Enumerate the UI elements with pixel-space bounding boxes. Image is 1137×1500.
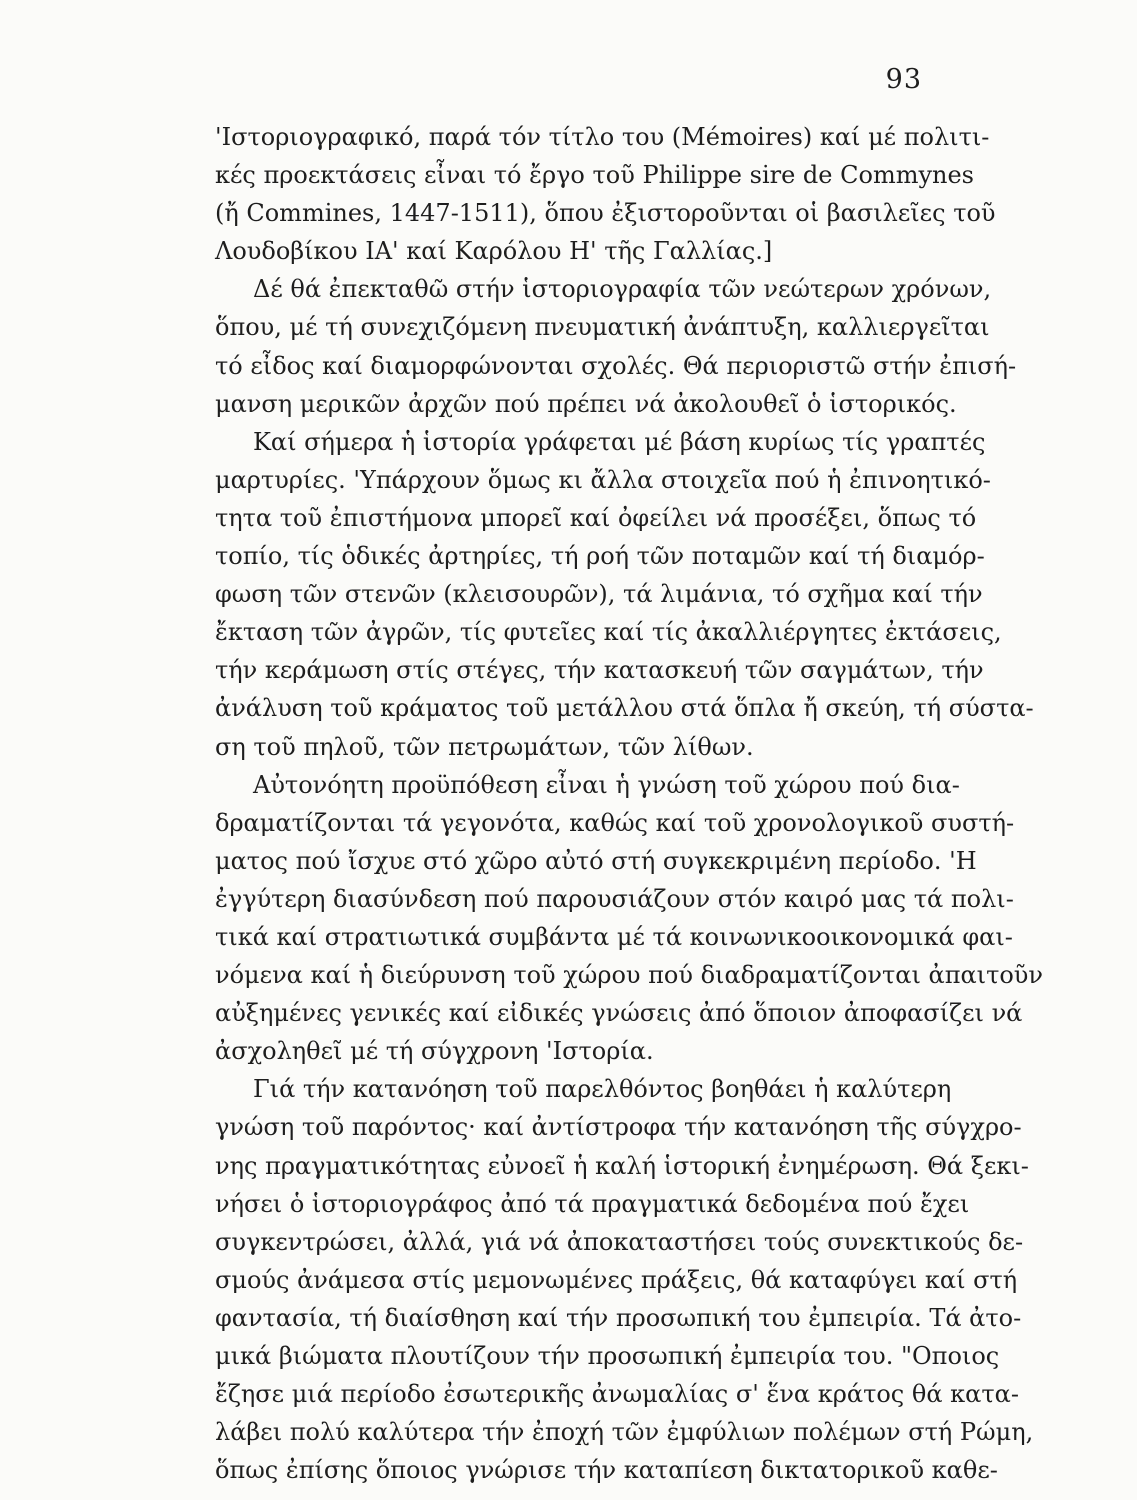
text-line: νόμενα καί ἡ διεύρυνση τοῦ χώρου πού διαδραματίζονται ἀπαιτοῦν (215, 961, 1043, 990)
text-line: ἔζησε μιά περίοδο ἐσωτερικῆς ἀνωμαλίας σ' ἕνα κράτος θά κατα- (215, 1380, 1019, 1409)
text-line: ὅπου, μέ τή συνεχιζόμενη πνευματική ἀνάπτυξη, καλλιεργεῖται (215, 313, 990, 342)
text-line: μαρτυρίες. 'Υπάρχουν ὅμως κι ἄλλα στοιχεῖα πού ἡ ἐπινοητικό- (215, 465, 991, 494)
text-line: νήσει ὁ ἱστοριογράφος ἀπό τά πραγματικά δεδομένα πού ἔχει (215, 1189, 970, 1218)
text-line: ση τοῦ πηλοῦ, τῶν πετρωμάτων, τῶν λίθων. (215, 732, 754, 761)
text-line: Γιά τήν κατανόηση τοῦ παρελθόντος βοηθάει ἡ καλύτερη (253, 1075, 952, 1104)
text-line: τικά καί στρατιωτικά συμβάντα μέ τά κοινωνικοοικονομικά φαι- (215, 922, 1013, 951)
text-line: δραματίζονται τά γεγονότα, καθώς καί τοῦ χρονολογικοῦ συστή- (215, 808, 1015, 837)
text-line: φωση τῶν στενῶν (κλεισουρῶν), τά λιμάνια, τό σχῆμα καί τήν (215, 580, 983, 609)
text-line: ματος πού ἴσχυε στό χῶρο αὐτό στή συγκεκριμένη περίοδο. 'Η (215, 846, 977, 875)
text-line: Αὐτονόητη προϋπόθεση εἶναι ἡ γνώση τοῦ χώρου πού δια- (253, 770, 960, 799)
text-line: γνώση τοῦ παρόντος· καί ἀντίστροφα τήν κατανόηση τῆς σύγχρο- (215, 1113, 1022, 1142)
text-line: τητα τοῦ ἐπιστήμονα μπορεῖ καί ὀφείλει νά προσέξει, ὅπως τό (215, 503, 977, 532)
text-line: φαντασία, τή διαίσθηση καί τήν προσωπική του ἐμπειρία. Τά ἀτο- (215, 1303, 1022, 1332)
text-line: τό εἶδος καί διαμορφώνονται σχολές. Θά περιοριστῶ στήν ἐπισή- (215, 351, 1017, 380)
text-line: συγκεντρώσει, ἀλλά, γιά νά ἀποκαταστήσει τούς συνεκτικούς δε- (215, 1227, 1024, 1256)
text-line: ἀσχοληθεῖ μέ τή σύγχρονη 'Ιστορία. (215, 1037, 654, 1066)
text-line: ὅπως ἐπίσης ὅποιος γνώρισε τήν καταπίεση δικτατορικοῦ καθε- (215, 1456, 998, 1485)
text-line: ἔκταση τῶν ἀγρῶν, τίς φυτεῖες καί τίς ἀκαλλιέργητες ἐκτάσεις, (215, 618, 1002, 647)
text-line: λάβει πολύ καλύτερα τήν ἐποχή τῶν ἐμφύλιων πολέμων στή Ρώμη, (215, 1418, 1034, 1447)
text-line: (ἤ Commines, 1447-1511), ὅπου ἐξιστοροῦνται οἱ βασιλεῖες τοῦ (215, 199, 996, 228)
text-line: τήν κεράμωση στίς στέγες, τήν κατασκευή τῶν σαγμάτων, τήν (215, 656, 984, 685)
text-line: κές προεκτάσεις εἶναι τό ἔργο τοῦ Philippe sire de Commynes (215, 161, 974, 190)
text-line: 'Ιστοριογραφικό, παρά τόν τίτλο του (Mémoires) καί μέ πολιτι- (215, 123, 990, 151)
text-line: σμούς ἀνάμεσα στίς μεμονωμένες πράξεις, θά καταφύγει καί στή (215, 1265, 1018, 1294)
body-text (215, 118, 1043, 1489)
text-line: μανση μερικῶν ἀρχῶν πού πρέπει νά ἀκολουθεῖ ὁ ἱστορικός. (215, 389, 957, 418)
text-line: Καί σήμερα ἡ ἱστορία γράφεται μέ βάση κυρίως τίς γραπτές (253, 427, 986, 456)
text-line: νης πραγματικότητας εὐνοεῖ ἡ καλή ἱστορική ἐνημέρωση. Θά ξεκι- (215, 1151, 1029, 1180)
page-number: 93 (885, 64, 922, 95)
text-line: τοπίο, τίς ὁδικές ἀρτηρίες, τή ροή τῶν ποταμῶν καί τή διαμόρ- (215, 542, 985, 571)
text-line: Δέ θά ἐπεκταθῶ στήν ἱστοριογραφία τῶν νεώτερων χρόνων, (253, 275, 992, 304)
text-line: αὐξημένες γενικές καί εἰδικές γνώσεις ἀπό ὅποιον ἀποφασίζει νά (215, 999, 1023, 1028)
text-line: Λουδοβίκου ΙΑ' καί Καρόλου Η' τῆς Γαλλίας.] (215, 237, 773, 266)
text-line: ἀνάλυση τοῦ κράματος τοῦ μετάλλου στά ὅπλα ἤ σκεύη, τή σύστα- (215, 694, 1034, 723)
text-line: μικά βιώματα πλουτίζουν τήν προσωπική ἐμπειρία του. "Οποιος (215, 1342, 1000, 1370)
text-line: ἐγγύτερη διασύνδεση πού παρουσιάζουν στόν καιρό μας τά πολι- (215, 884, 1014, 913)
